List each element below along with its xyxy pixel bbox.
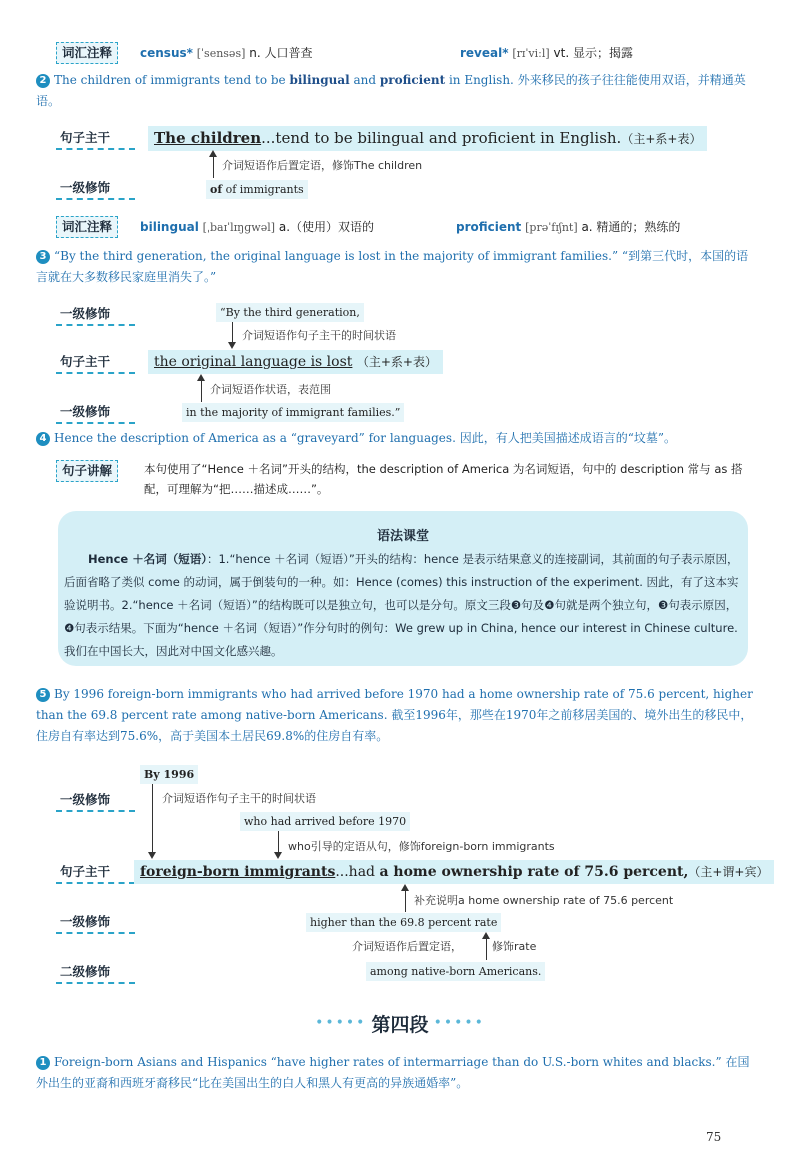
connector-line bbox=[232, 322, 233, 344]
sentence-number: 4 bbox=[36, 432, 50, 446]
dots-decoration: ••••• bbox=[315, 1015, 367, 1031]
mod1-tag: 一级修饰 bbox=[56, 304, 135, 326]
modifier-note: 修饰rate bbox=[492, 940, 537, 953]
grammar-title: 语法课堂 bbox=[376, 529, 429, 544]
paragraph4-sentence-1 bbox=[36, 1052, 754, 1094]
modifier-text: among native-born Americans. bbox=[370, 965, 542, 978]
vocab-phonetic: [ˈsensəs] bbox=[196, 47, 246, 60]
sentence-number: 1 bbox=[36, 1056, 50, 1070]
sentence-explanation: 本句使用了“Hence ＋名词”开头的结构，the description of America 为名词短语，句中的 description 常与 as 搭配，可理解为“把……描述成……”。 bbox=[144, 462, 743, 496]
main-text: the original language is lost bbox=[154, 354, 353, 370]
connector-line bbox=[152, 784, 153, 854]
vocab-entry-proficient bbox=[456, 218, 680, 235]
vocab-word: bilingual bbox=[140, 220, 199, 234]
vocab-definition: n. 人口普查 bbox=[249, 46, 313, 60]
sentence-number: 5 bbox=[36, 688, 50, 702]
sentence-translation: 外来移民的孩子往往能使用双语，并精通英语。 bbox=[36, 73, 746, 108]
vocab-phonetic: [ˌbaɪˈlɪŋɡwəl] bbox=[202, 221, 276, 234]
vocab-word: proficient bbox=[456, 220, 522, 234]
vocab-definition: vt. 显示；揭露 bbox=[553, 46, 633, 60]
mod1-tag: 一级修饰 bbox=[56, 178, 135, 200]
sentence-number: 2 bbox=[36, 74, 50, 88]
modifier-text: higher than the 69.8 percent rate bbox=[310, 916, 498, 929]
explain-tag: 句子讲解 bbox=[56, 460, 118, 482]
vocab-tag: 词汇注释 bbox=[56, 216, 118, 238]
grammar-text: ：1.“hence ＋名词（短语）”开头的结构：hence 是表示结果意义的连接副词，其前面的句子表示原因，后面省略了类似 come 的动词，属于倒装句的一种。如：Hence (comes) this instruction of the experiment. 因此，有了这本实验说明书。2.“hence ＋名词（短语）”的结构既可以是独立句，也可以是分句。原文三段❸句及❹句就是两个独立句，❸句表示原因，❹句表示结果。下面为“hence ＋名词（短语）”作分句时的例句：We grew up in China, hence our interest in Chinese culture. 我们在中国长大，因此对中国文化感兴趣。 bbox=[64, 552, 739, 658]
modifier-note: 补充说明a home ownership rate of 75.6 percent bbox=[414, 894, 674, 907]
modifier-text: of immigrants bbox=[225, 183, 304, 196]
vocab-word: reveal* bbox=[460, 46, 509, 60]
vocab-definition: a.（使用）双语的 bbox=[278, 220, 375, 234]
connector-line bbox=[278, 831, 279, 853]
main-object: a home ownership rate of 75.6 percent, bbox=[379, 864, 689, 880]
sentence-text: Hence the description of America as a “graveyard” for languages. 因此，有人把美国描述成语言的“坟墓”。 bbox=[54, 431, 676, 445]
keyword: proficient bbox=[379, 73, 446, 87]
main-clause bbox=[134, 860, 774, 884]
mod2-tag: 二级修饰 bbox=[56, 962, 135, 984]
connector-line bbox=[201, 380, 202, 402]
sentence-text: “By the third generation, the original language is lost in the majority of immigrant families.” “到第三代时，本国的语言就在大多数移民家庭里消失了。” bbox=[36, 249, 749, 284]
modifier-text: By 1996 bbox=[144, 768, 195, 781]
section-title: 第四段 bbox=[371, 1014, 429, 1036]
modifier-note: 介词短语作后置定语，修饰The children bbox=[222, 159, 423, 172]
modifier-note: 介词短语作后置定语， bbox=[352, 940, 462, 953]
section-heading bbox=[0, 1010, 800, 1037]
modifier-phrase: in the majority of immigrant families.” bbox=[182, 403, 404, 422]
dots-decoration: ••••• bbox=[433, 1015, 485, 1031]
sentence-4 bbox=[36, 428, 754, 449]
sentence-text: The children of immigrants tend to be bbox=[54, 73, 290, 87]
sentence-text: By 1996 foreign-born immigrants who had arrived before 1970 had a home ownership rate of 75.6 percent, higher than the 69.8 percent rate among native-born Americans. 截至1996年，那些在1970年之前移居美国的、境外出生的移民中，住房自有率达到75.6%，高于美国本土居民69.8%的住房自有率。 bbox=[36, 687, 753, 743]
modifier-text: who had arrived before 1970 bbox=[244, 815, 407, 828]
arrow-down-icon bbox=[148, 852, 156, 859]
vocab-entry-reveal bbox=[460, 44, 633, 61]
structure-note: （主+系+表） bbox=[621, 132, 702, 146]
main-rest: ...tend to be bilingual and proficient in English. bbox=[261, 129, 622, 147]
mod1-tag: 一级修饰 bbox=[56, 402, 135, 424]
main-clause bbox=[148, 126, 707, 151]
mod1-tag: 一级修饰 bbox=[56, 912, 135, 934]
main-tag: 句子主干 bbox=[56, 128, 135, 150]
main-subject: The children bbox=[154, 129, 262, 147]
vocab-phonetic: [rɪˈviːl] bbox=[512, 47, 550, 60]
vocab-word: census* bbox=[140, 46, 193, 60]
mod1-tag: 一级修饰 bbox=[56, 790, 135, 812]
main-tag: 句子主干 bbox=[56, 352, 135, 374]
modifier-phrase-by bbox=[140, 765, 198, 784]
sentence-number: 3 bbox=[36, 250, 50, 264]
structure-note: （主+谓+宾） bbox=[688, 865, 769, 879]
structure-note: （主+系+表） bbox=[356, 355, 437, 369]
modifier-note: who引导的定语从句，修饰foreign-born immigrants bbox=[288, 840, 555, 853]
modifier-phrase-higher bbox=[306, 913, 501, 932]
vocab-entry-bilingual bbox=[140, 218, 374, 235]
vocab-definition: a. 精通的；熟练的 bbox=[581, 220, 681, 234]
modifier-note: 介词短语作状语，表范围 bbox=[210, 383, 331, 396]
main-subject: foreign-born immigrants bbox=[140, 864, 336, 880]
sentence-text: and bbox=[349, 73, 380, 87]
modifier-note: 介词短语作句子主干的时间状语 bbox=[162, 792, 316, 805]
modifier-phrase-among bbox=[366, 962, 545, 981]
connector-line bbox=[213, 156, 214, 178]
modifier-note: 介词短语作句子主干的时间状语 bbox=[242, 329, 396, 342]
sentence-2 bbox=[36, 70, 754, 112]
vocab-tag: 词汇注释 bbox=[56, 42, 118, 64]
keyword: bilingual bbox=[289, 73, 350, 87]
page-number: 75 bbox=[706, 1130, 722, 1144]
main-tag: 句子主干 bbox=[56, 862, 135, 884]
connector-line bbox=[405, 890, 406, 912]
vocab-phonetic: [prəˈfɪʃnt] bbox=[525, 221, 578, 234]
main-clause bbox=[148, 350, 443, 374]
grammar-lead: Hence ＋名词（短语） bbox=[88, 552, 207, 566]
connector-line bbox=[486, 938, 487, 960]
sentence-text: Foreign-born Asians and Hispanics “have higher rates of intermarriage than do U.S.-born whites and blacks.” 在国外出生的亚裔和西班牙裔移民“比在美国出生的白人和黑人有更高的异族通婚率”。 bbox=[36, 1055, 750, 1090]
main-verb: ...had bbox=[335, 864, 380, 880]
sentence-text: in English. bbox=[445, 73, 514, 87]
arrow-down-icon bbox=[228, 342, 236, 349]
vocab-entry-census bbox=[140, 44, 312, 61]
modifier-phrase: “By the third generation, bbox=[216, 303, 364, 322]
modifier-phrase: of of immigrants bbox=[206, 180, 308, 199]
arrow-down-icon bbox=[274, 852, 282, 859]
modifier-phrase-who bbox=[240, 812, 410, 831]
grammar-body bbox=[64, 548, 744, 663]
sentence-5 bbox=[36, 684, 754, 747]
sentence-3 bbox=[36, 246, 754, 288]
